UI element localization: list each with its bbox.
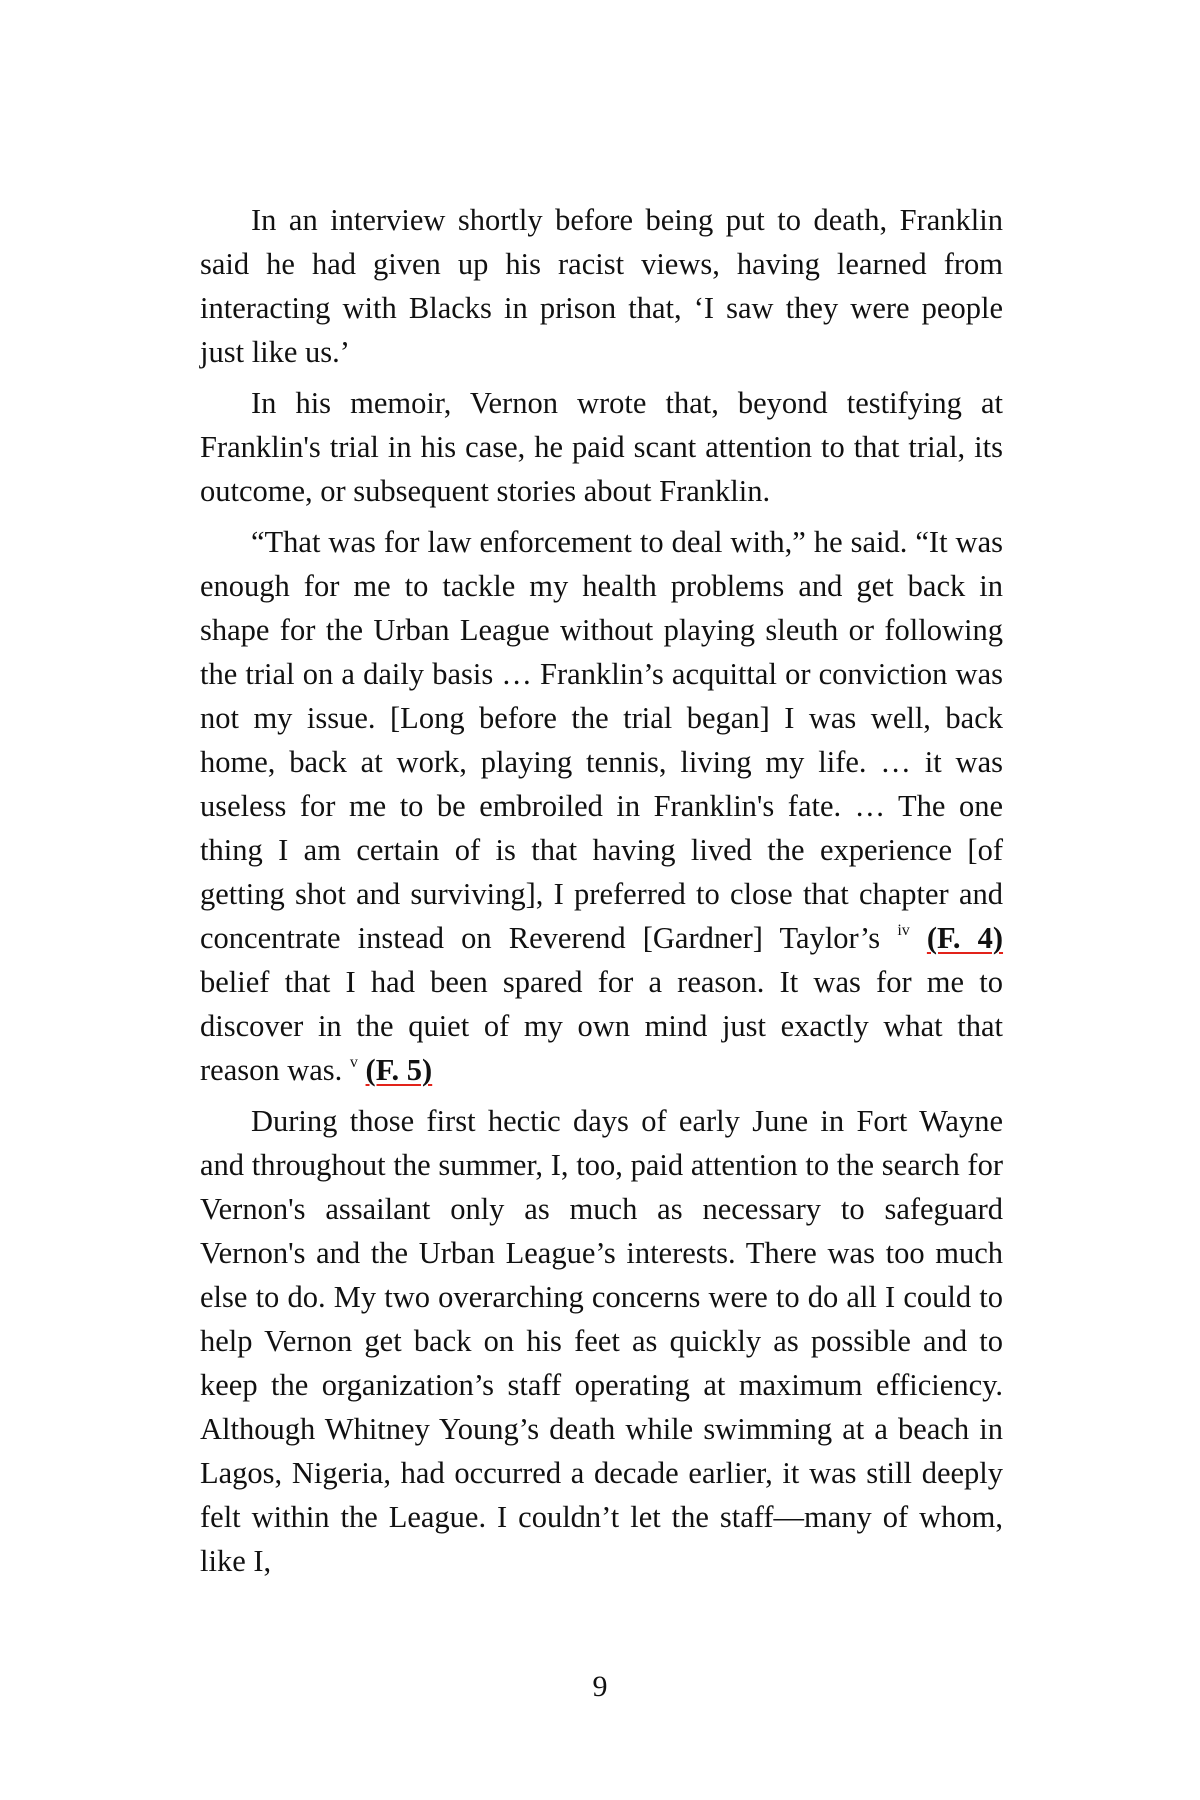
paragraph-text: During those first hectic days of early June in Fort Wayne and throughout the summer, I, too, paid attention to the search for Vernon's assailant only as much as necessary to safeguard Vernon's and the Urban League’s interests. There was too much else to do. My two overarching concerns were to do all I could to help Vernon get back on his feet as quickly as possible and to keep the organization’s staff operating at maximum efficiency. Although Whitney Young’s death while swimming at a beach in Lagos, Nigeria, had occurred a decade earlier, it was still deeply felt within the League. I couldn’t let the staff—many of whom, like I,: [200, 1104, 1003, 1578]
page-number: 9: [592, 1670, 608, 1703]
endnote-marker-iv[interactable]: iv: [897, 922, 910, 939]
paragraph-text: In an interview shortly before being put to death, Franklin said he had given up his racist views, having learned from interacting with Blacks in prison that, ‘I saw they were people just like us.’: [200, 203, 1003, 369]
endnote-marker-v[interactable]: v: [349, 1054, 358, 1071]
paragraph-memoir: [200, 381, 1003, 513]
figure-link-f5[interactable]: (F. 5): [365, 1053, 433, 1087]
paragraph-text: belief that I had been spared for a reason. It was for me to discover in the quiet of my own mind just exactly what that reason was.: [200, 965, 1003, 1087]
paragraph-quote: [200, 520, 1003, 1092]
figure-link-f4[interactable]: (F. 4): [926, 921, 1004, 955]
paragraph-summer: [200, 1099, 1003, 1583]
paragraph-text: “That was for law enforcement to deal with,” he said. “It was enough for me to tackle my health problems and get back in shape for the Urban League without playing sleuth or following the trial on a daily basis … Franklin’s acquittal or conviction was not my issue. [Long before the trial began] I was well, back home, back at work, playing tennis, living my life. … it was useless for me to be embroiled in Franklin's fate. … The one thing I am certain of is that having lived the experience [of getting shot and surviving], I preferred to close that chapter and concentrate instead on Reverend [Gardner] Taylor’s: [200, 525, 1003, 955]
page-body: [200, 198, 1003, 1590]
paragraph-text: In his memoir, Vernon wrote that, beyond testifying at Franklin's trial in his case, he paid scant attention to that trial, its outcome, or subsequent stories about Franklin.: [200, 386, 1003, 508]
paragraph-interview: [200, 198, 1003, 374]
